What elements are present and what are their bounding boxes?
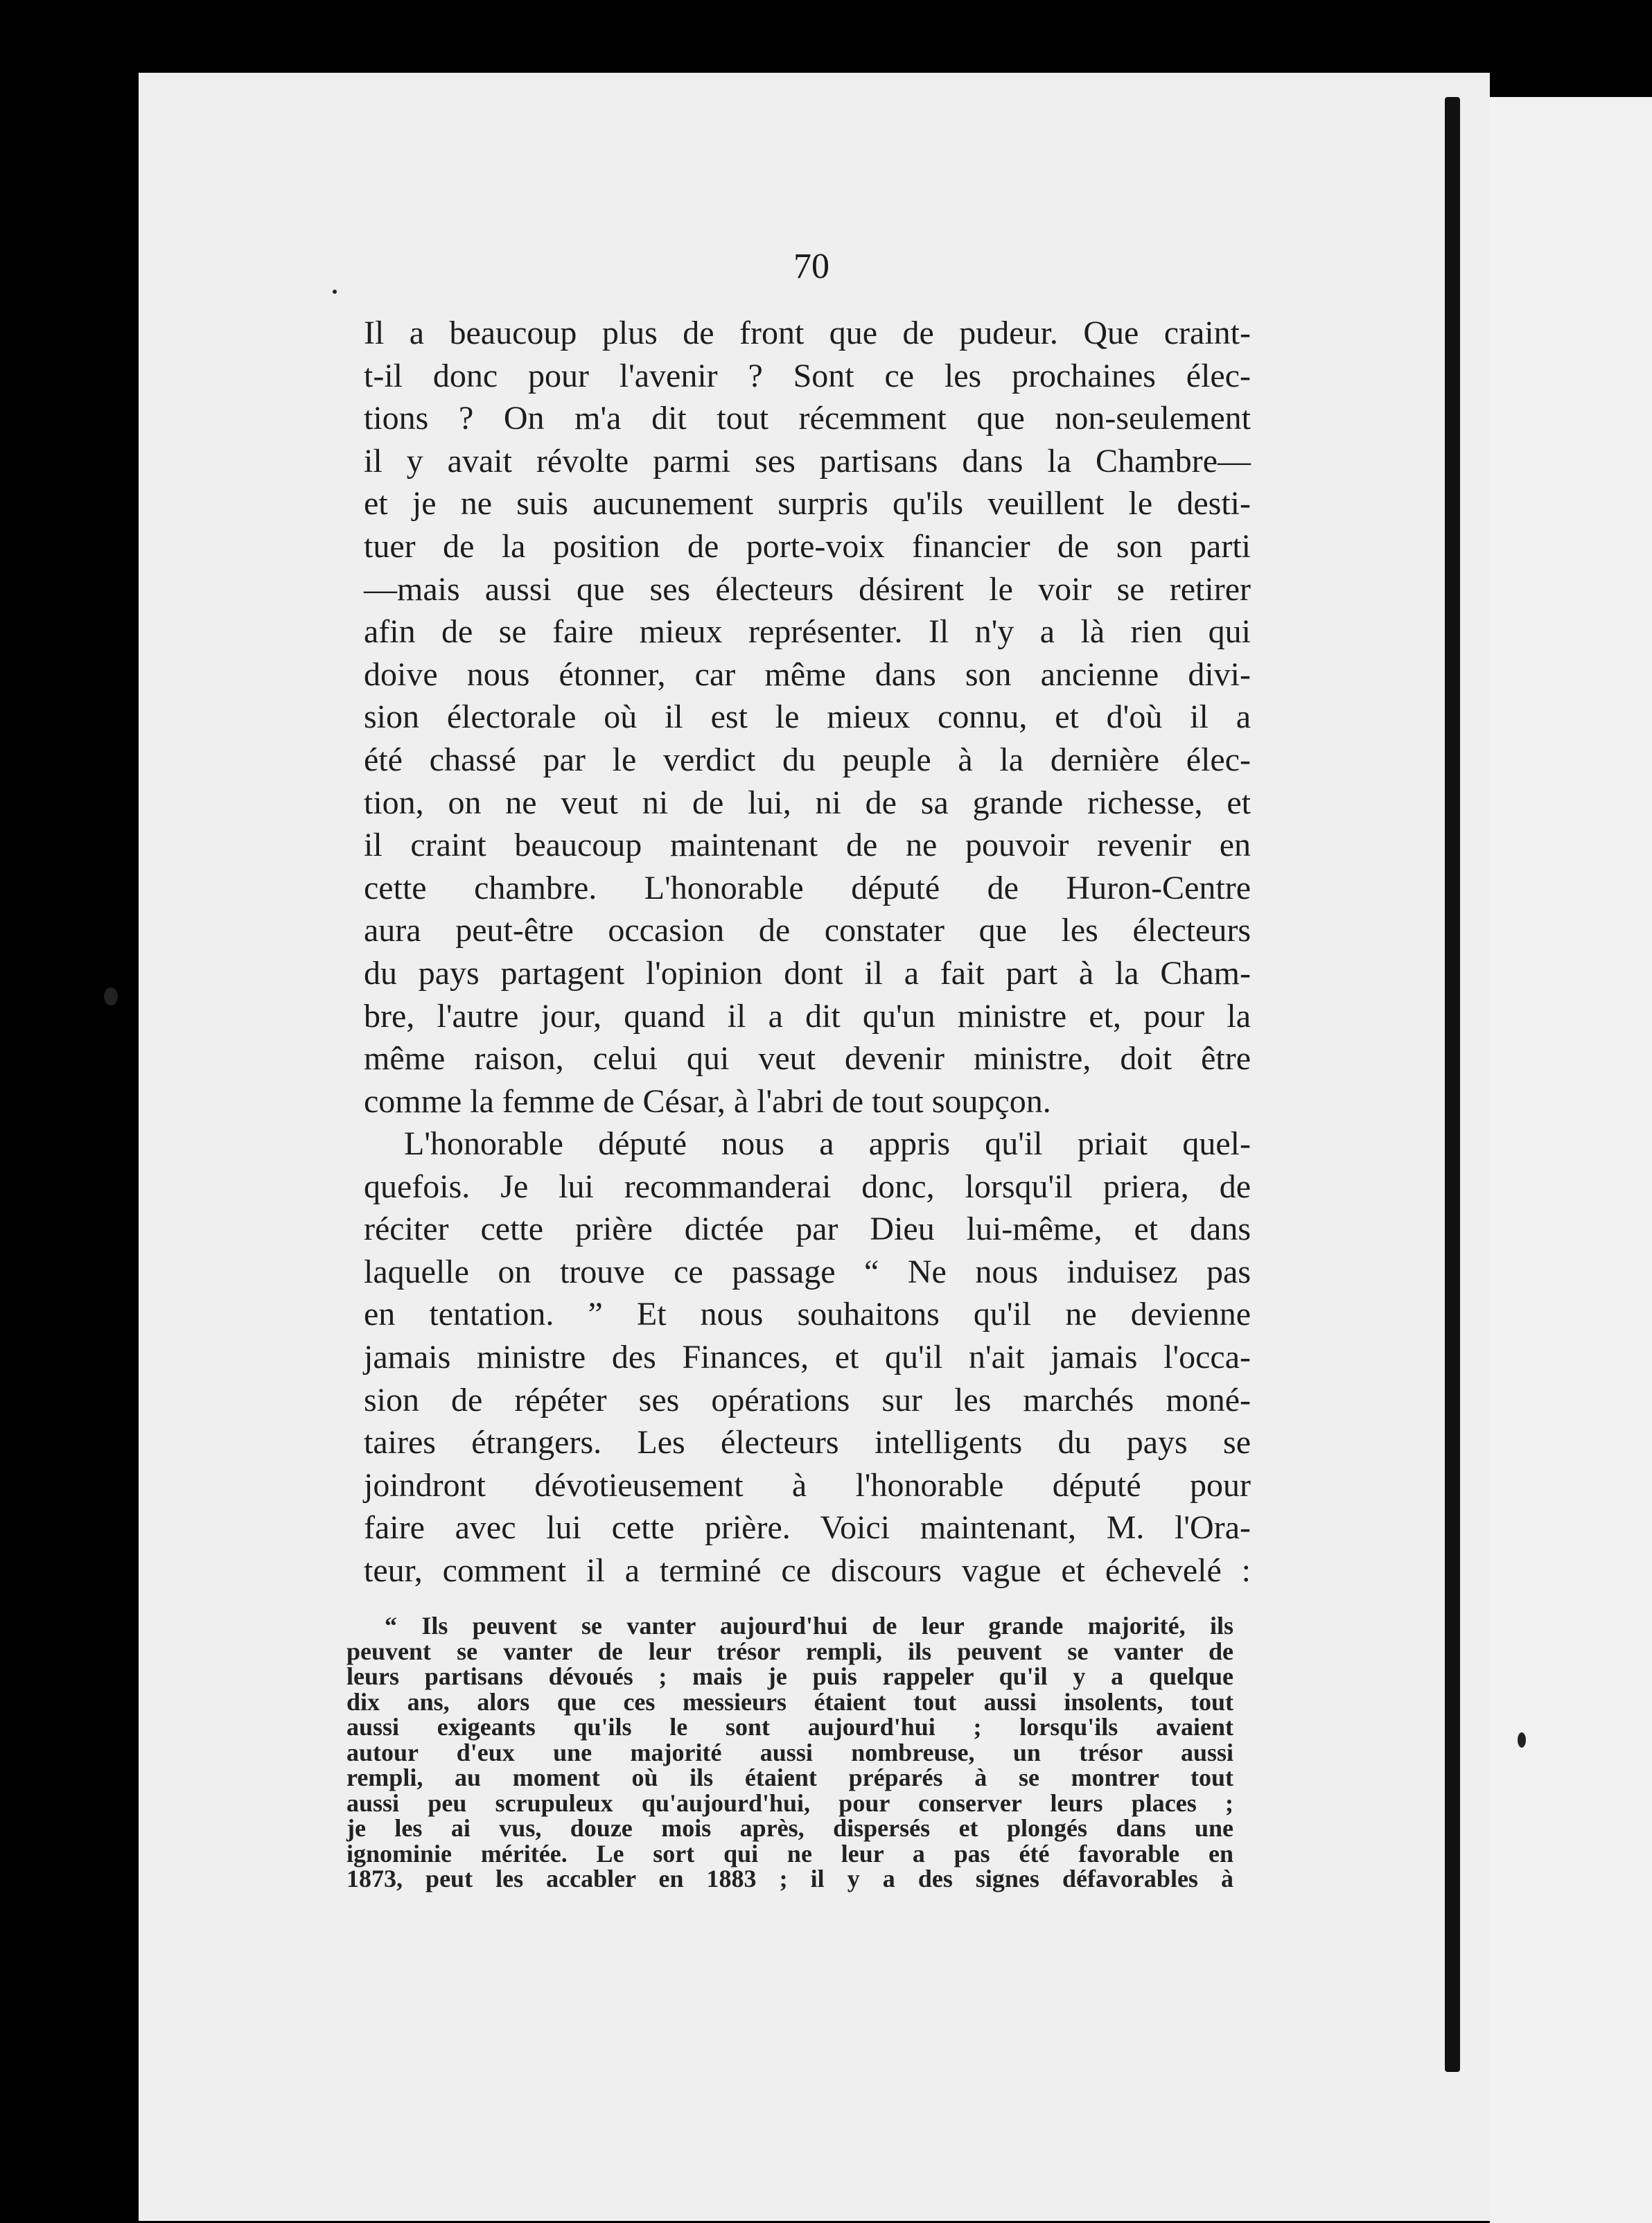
quote-line: 1873, peut les accabler en 1883 ; il y a des signes défavorables à bbox=[346, 1865, 1233, 1892]
text-line: L'honorable député nous a appris qu'il priait quel- bbox=[404, 1125, 1251, 1162]
text-line: —mais aussi que ses électeurs désirent le voir se retirer bbox=[364, 570, 1251, 608]
scan-speck bbox=[104, 987, 118, 1005]
quote-line: leurs partisans dévoués ; mais je puis rappeler qu'il y a quelque bbox=[346, 1662, 1233, 1690]
quote-line: aussi exigeants qu'ils le sont aujourd'hui ; lorsqu'ils avaient bbox=[346, 1713, 1233, 1741]
text-line: cette chambre. L'honorable député de Huron-Centre bbox=[364, 869, 1251, 906]
text-line: faire avec lui cette prière. Voici maintenant, M. l'Ora- bbox=[364, 1509, 1251, 1547]
text-line: laquelle on trouve ce passage “ Ne nous induisez pas bbox=[364, 1253, 1251, 1290]
text-line: quefois. Je lui recommanderai donc, lorsqu'il priera, de bbox=[364, 1168, 1251, 1205]
text-line: du pays partagent l'opinion dont il a fait part à la Cham- bbox=[364, 954, 1251, 992]
body-paragraph-2 bbox=[364, 1123, 1251, 1592]
text-line: t-il donc pour l'avenir ? Sont ce les prochaines élec- bbox=[364, 357, 1251, 394]
quote-line: aussi peu scrupuleux qu'aujourd'hui, pour conserver leurs places ; bbox=[346, 1789, 1233, 1817]
quote-line: ignominie méritée. Le sort qui ne leur a pas été favorable en bbox=[346, 1839, 1233, 1868]
text-line: aura peut-être occasion de constater que les électeurs bbox=[364, 912, 1251, 949]
text-line: taires étrangers. Les électeurs intelligents du pays se bbox=[364, 1424, 1251, 1461]
text-line: sion de répéter ses opérations sur les marchés moné- bbox=[364, 1381, 1251, 1418]
quote-line: “ Ils peuvent se vanter aujourd'hui de leur grande majorité, ils bbox=[385, 1612, 1233, 1640]
quote-line: je les ai vus, douze mois après, dispersés et plongés dans une bbox=[346, 1814, 1233, 1842]
quote-line: dix ans, alors que ces messieurs étaient tout aussi insolents, tout bbox=[346, 1687, 1233, 1716]
text-line: doive nous étonner, car même dans son ancienne divi- bbox=[364, 656, 1251, 693]
block-quote bbox=[346, 1613, 1233, 1892]
text-line: jamais ministre des Finances, et qu'il n'ait jamais l'occa- bbox=[364, 1338, 1251, 1376]
text-line: joindront dévotieusement à l'honorable député pour bbox=[364, 1466, 1251, 1504]
quote-line: rempli, au moment où ils étaient préparés à se montrer tout bbox=[346, 1764, 1233, 1791]
text-line: comme la femme de César, à l'abri de tout soupçon. bbox=[364, 1082, 1051, 1120]
page-number: 70 bbox=[793, 247, 829, 286]
scan-speck bbox=[333, 290, 337, 294]
facing-page-edge bbox=[1490, 97, 1652, 2223]
page-fold-shadow bbox=[1445, 97, 1460, 2072]
text-line: sion électorale où il est le mieux connu, et d'où il a bbox=[364, 698, 1251, 736]
text-line: afin de se faire mieux représenter. Il n'y a là rien qui bbox=[364, 613, 1251, 651]
text-line: tions ? On m'a dit tout récemment que non-seulement bbox=[364, 400, 1251, 437]
text-line: Il a beaucoup plus de front que de pudeur. Que craint- bbox=[364, 315, 1251, 351]
text-line: il y avait révolte parmi ses partisans dans la Chambre— bbox=[364, 442, 1251, 480]
text-line: et je ne suis aucunement surpris qu'ils veuillent le desti- bbox=[364, 485, 1251, 522]
body-paragraph-1 bbox=[364, 312, 1251, 1123]
text-line: réciter cette prière dictée par Dieu lui-même, et dans bbox=[364, 1211, 1251, 1248]
text-line: été chassé par le verdict du peuple à la dernière élec- bbox=[364, 741, 1251, 778]
text-line: tuer de la position de porte-voix financier de son parti bbox=[364, 527, 1251, 565]
text-line: il craint beaucoup maintenant de ne pouvoir revenir en bbox=[364, 827, 1251, 864]
text-line: teur, comment il a terminé ce discours vague et échevelé : bbox=[364, 1552, 1251, 1589]
text-line: même raison, celui qui veut devenir ministre, doit être bbox=[364, 1040, 1251, 1078]
text-line: tion, on ne veut ni de lui, ni de sa grande richesse, et bbox=[364, 784, 1251, 821]
text-line: bre, l'autre jour, quand il a dit qu'un ministre et, pour la bbox=[364, 997, 1251, 1035]
quote-line: peuvent se vanter de leur trésor rempli, ils peuvent se vanter de bbox=[346, 1637, 1233, 1665]
scan-speck bbox=[1518, 1732, 1526, 1748]
text-line: en tentation. ” Et nous souhaitons qu'il ne devienne bbox=[364, 1296, 1251, 1333]
quote-line: autour d'eux une majorité aussi nombreuse, un trésor aussi bbox=[346, 1738, 1233, 1766]
